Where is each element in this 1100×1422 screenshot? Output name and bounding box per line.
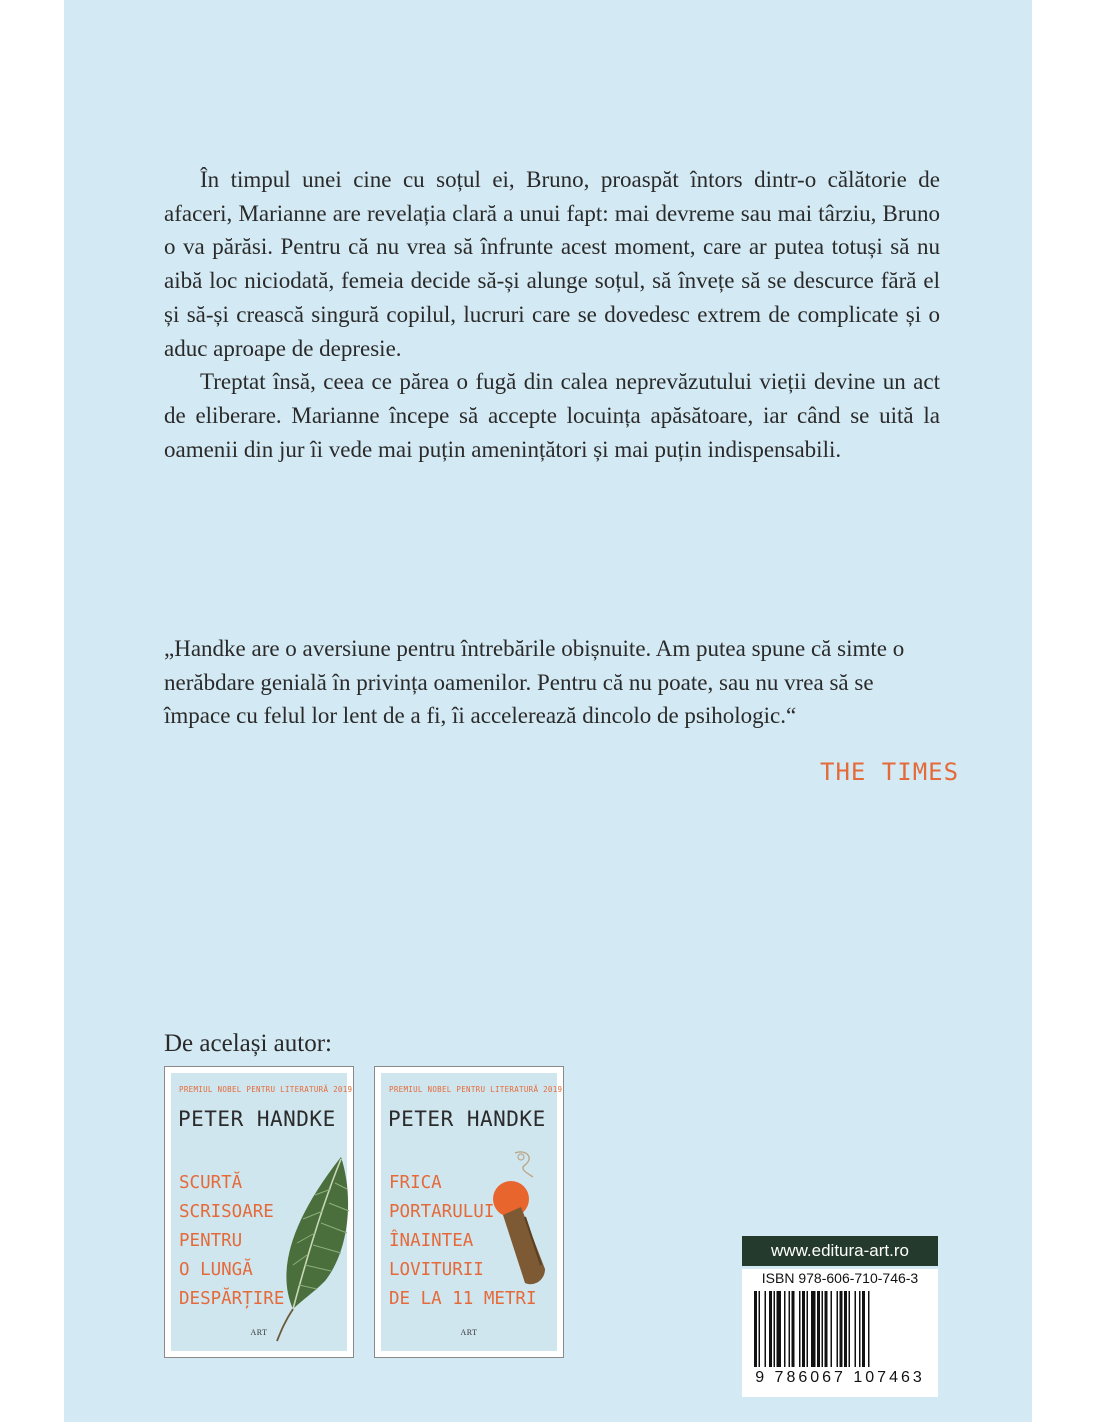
synopsis-paragraph-1: În timpul unei cine cu soțul ei, Bruno, proaspăt întors dintr-o călătorie de afaceri, Marianne are revelația clară a unui fapt: mai devreme sau mai târziu, Bruno o va părăsi. Pentru că nu vrea să înfrunte acest moment, care ar putea totuși să nu aibă loc niciodată, femeia decide să-și alunge soțul, să învețe să se descurce fără el și să-și crească singură copilul, lucruri care se dovedesc extrem de complicate și o aduc aproape de depresie. — [164, 167, 940, 361]
book-title-line: FRICA — [389, 1173, 442, 1193]
barcode-icon — [754, 1291, 926, 1367]
same-author-heading: De același autor: — [164, 1030, 332, 1057]
barcode-number: 9 786067 107463 — [755, 1369, 925, 1386]
book-publisher: ART — [460, 1328, 478, 1337]
book-title — [389, 1169, 561, 1314]
synopsis-paragraph-2: Treptat însă, ceea ce părea o fugă din calea neprevăzutului vieții devine un act de eliberare. Marianne începe să accepte locuința apăsătoare, iar când se uită la oamenii din jur îi vede mai puțin amenințători și mai puțin indispensabili. — [164, 369, 940, 462]
book-title-line: ÎNAINTEA — [389, 1231, 474, 1251]
book-title-line: PORTARULUI — [389, 1202, 495, 1222]
press-quote: „Handke are o aversiune pentru întrebările obișnuite. Am putea spune că simte o nerăbdare genială în privința oamenilor. Pentru că nu poate, sau nu vrea să se împace cu felul lor lent de a fi, îi accelerează dincolo de psihologic.“ — [164, 636, 905, 729]
publisher-website[interactable]: www.editura-art.ro — [742, 1236, 938, 1266]
book-author: PETER HANDKE — [178, 1107, 336, 1131]
book-title-line: O LUNGĂ — [179, 1260, 253, 1280]
book-award: PREMIUL NOBEL PENTRU LITERATURĂ 2019 — [389, 1085, 563, 1094]
synopsis — [164, 163, 940, 466]
book-title-line: SCRISOARE — [179, 1202, 274, 1222]
isbn-label: ISBN 978-606-710-746-3 — [761, 1270, 919, 1286]
book-title-line: PENTRU — [179, 1231, 243, 1251]
book-title — [179, 1169, 351, 1314]
book-title-line: DE LA 11 METRI — [389, 1289, 537, 1309]
book-title-line: SCURTĂ — [179, 1173, 243, 1193]
barcode-panel — [742, 1269, 938, 1397]
book-title-line: LOVITURII — [389, 1260, 484, 1280]
book-author: PETER HANDKE — [388, 1107, 546, 1131]
book-cover-background — [381, 1073, 563, 1351]
book-award: PREMIUL NOBEL PENTRU LITERATURĂ 2019 — [179, 1085, 353, 1094]
book-cover-frica-portarului — [374, 1066, 564, 1358]
book-title-line: DESPĂRȚIRE — [179, 1289, 285, 1309]
book-publisher: ART — [250, 1328, 268, 1337]
quote-source: THE TIMES — [820, 758, 960, 786]
book-cover-scurta-scrisoare — [164, 1066, 354, 1358]
book-cover-background — [171, 1073, 353, 1351]
